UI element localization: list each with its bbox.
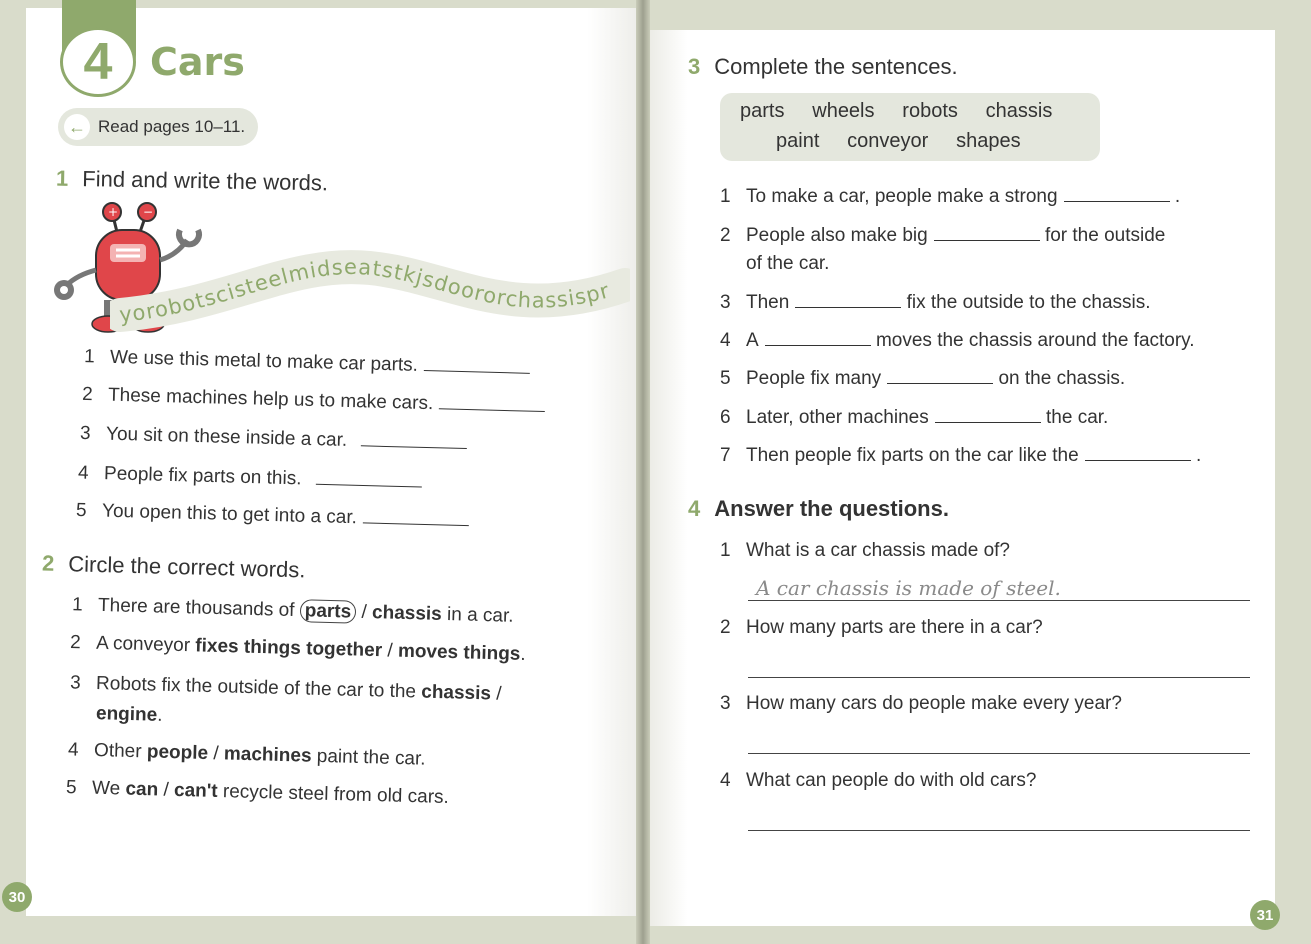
item-number: 4 xyxy=(67,739,79,761)
unit-title: Cars xyxy=(150,40,245,84)
item-text-end: fix the outside to the chassis. xyxy=(906,292,1151,313)
answer-blank[interactable] xyxy=(315,470,421,488)
item-number: 2 xyxy=(69,632,81,654)
answer-blank[interactable] xyxy=(363,508,469,526)
word-bank-row-2: paint conveyor shapes xyxy=(776,130,1021,152)
unit-number: 4 xyxy=(83,33,113,91)
ex4-question-2 xyxy=(720,617,1043,639)
exercise-4-heading xyxy=(688,496,949,522)
wordsearch-letters: yorobotscisteelmidseatstkjsdoororchassispr xyxy=(118,255,613,328)
exercise-title: Find and write the words. xyxy=(82,166,329,196)
item-text: Then xyxy=(746,292,790,313)
option-a[interactable]: can xyxy=(125,778,159,801)
option-a-circled[interactable]: parts xyxy=(299,599,356,623)
item-text: Later, other machines xyxy=(746,407,929,428)
item-text-end: the car. xyxy=(1046,407,1109,428)
item-number: 1 xyxy=(720,186,731,207)
item-number: 4 xyxy=(720,330,731,351)
question-text: What can people do with old cars? xyxy=(746,770,1037,791)
item-number: 4 xyxy=(720,770,731,791)
answer-blank[interactable] xyxy=(935,408,1041,423)
item-text: People fix many xyxy=(746,368,882,389)
item-text: You sit on these inside a car. xyxy=(105,423,348,451)
ex3-item-1 xyxy=(720,186,1180,208)
option-separator: / xyxy=(207,742,225,765)
answer-blank[interactable] xyxy=(934,226,1040,241)
ex3-item-4 xyxy=(720,330,1195,352)
option-separator: / xyxy=(381,640,399,662)
item-text: These machines help us to make cars. xyxy=(107,384,434,415)
ex3-item-6 xyxy=(720,407,1108,429)
exercise-title: Answer the questions. xyxy=(714,496,949,521)
item-number: 2 xyxy=(720,225,731,246)
ex3-item-5 xyxy=(720,368,1125,390)
exercise-number: 1 xyxy=(55,165,69,191)
answer-blank[interactable] xyxy=(1064,187,1170,202)
item-number: 1 xyxy=(720,540,731,561)
svg-text:+: + xyxy=(108,205,119,219)
item-number: 3 xyxy=(79,422,91,445)
ex4-question-4 xyxy=(720,770,1036,792)
word-bank-row-1: parts wheels robots chassis xyxy=(740,100,1053,122)
item-number: 7 xyxy=(720,445,731,466)
exercise-title: Circle the correct words. xyxy=(67,551,306,583)
option-a[interactable]: chassis xyxy=(421,681,492,705)
ex3-item-2-cont: of the car. xyxy=(746,253,830,274)
ex3-item-2 xyxy=(720,225,1165,247)
answer-line-2[interactable] xyxy=(748,677,1250,678)
option-b[interactable]: moves things xyxy=(397,640,521,665)
question-text: How many cars do people make every year? xyxy=(746,693,1122,714)
option-b[interactable]: chassis xyxy=(371,602,443,625)
option-a[interactable]: fixes things together xyxy=(195,635,383,662)
item-number: 1 xyxy=(71,594,83,616)
answer-blank[interactable] xyxy=(361,431,467,449)
svg-text:−: − xyxy=(143,205,154,219)
item-number: 5 xyxy=(75,499,87,522)
exercise-1-heading xyxy=(56,166,328,197)
item-text-end: . xyxy=(520,643,526,665)
exercise-number: 2 xyxy=(41,550,55,576)
item-number: 3 xyxy=(720,292,731,313)
unit-badge xyxy=(60,27,136,97)
item-number: 1 xyxy=(83,346,95,368)
item-text-end: moves the chassis around the factory. xyxy=(875,330,1195,351)
option-a[interactable]: people xyxy=(146,741,209,764)
answer-blank[interactable] xyxy=(795,293,901,308)
page-number-right: 31 xyxy=(1250,900,1280,930)
item-text: People also make big xyxy=(746,225,928,246)
item-text: You open this to get into a car. xyxy=(101,500,358,529)
ex3-item-7 xyxy=(720,445,1201,467)
ex2-item-3-cont xyxy=(96,703,163,727)
arrow-left-icon: ← xyxy=(64,114,90,140)
read-pages-label: Read pages 10–11. xyxy=(98,117,246,136)
exercise-3-heading xyxy=(688,54,958,80)
item-text-end: paint the car. xyxy=(311,745,426,770)
item-text: Robots fix the outside of the car to the xyxy=(95,673,422,703)
read-pages-pill xyxy=(58,108,258,146)
item-number: 2 xyxy=(720,617,731,638)
item-text-end: on the chassis. xyxy=(998,368,1126,389)
option-b[interactable]: can't xyxy=(173,779,218,802)
item-text: To make a car, people make a strong xyxy=(746,186,1058,207)
word-bank xyxy=(720,93,1100,161)
item-text-end: . xyxy=(1174,186,1181,207)
ex3-item-3 xyxy=(720,292,1151,314)
item-text-end: in a car. xyxy=(441,603,514,627)
handwritten-answer-1: A car chassis is made of steel. xyxy=(756,576,1061,600)
item-text: We xyxy=(91,777,126,800)
option-separator: / xyxy=(355,601,373,624)
wordsearch-ribbon xyxy=(110,230,630,340)
answer-blank[interactable] xyxy=(424,356,530,374)
answer-blank[interactable] xyxy=(439,394,545,412)
exercise-title: Complete the sentences. xyxy=(714,54,958,79)
answer-line-4[interactable] xyxy=(748,830,1250,831)
answer-blank[interactable] xyxy=(887,369,993,384)
option-b[interactable]: machines xyxy=(223,743,312,767)
item-number: 3 xyxy=(69,672,81,694)
ex4-question-1 xyxy=(720,540,1010,562)
question-text: How many parts are there in a car? xyxy=(746,617,1043,638)
item-text-end: . xyxy=(156,704,163,726)
answer-line-3[interactable] xyxy=(748,753,1250,754)
option-separator: / xyxy=(490,683,502,705)
question-text: What is a car chassis made of? xyxy=(746,540,1010,561)
item-text-end: . xyxy=(1195,445,1202,466)
answer-blank[interactable] xyxy=(1085,446,1191,461)
item-number: 4 xyxy=(77,462,89,484)
item-number: 5 xyxy=(720,368,731,389)
book-gutter xyxy=(636,0,650,944)
item-number: 2 xyxy=(81,383,93,406)
item-number: 3 xyxy=(720,693,731,714)
exercise-number: 3 xyxy=(688,54,701,79)
item-text: Then people fix parts on the car like the xyxy=(746,445,1079,466)
option-separator: / xyxy=(157,779,175,801)
item-text-end: recycle steel from old cars. xyxy=(217,780,450,809)
exercise-number: 4 xyxy=(688,496,701,521)
item-number: 6 xyxy=(720,407,731,428)
item-text-end: for the outside xyxy=(1044,225,1166,246)
answer-blank[interactable] xyxy=(765,331,871,346)
item-number: 5 xyxy=(65,776,77,799)
item-text: We use this metal to make car parts. xyxy=(109,346,419,376)
item-text: A conveyor xyxy=(95,632,196,657)
item-text: There are thousands of xyxy=(97,594,301,622)
answer-line-1[interactable] xyxy=(748,600,1250,601)
option-b[interactable]: engine xyxy=(95,703,158,726)
ex4-question-3 xyxy=(720,693,1122,715)
item-text: A xyxy=(746,330,759,351)
page-number-left: 30 xyxy=(2,882,32,912)
item-text: Other xyxy=(93,740,148,763)
item-text: People fix parts on this. xyxy=(103,463,302,490)
